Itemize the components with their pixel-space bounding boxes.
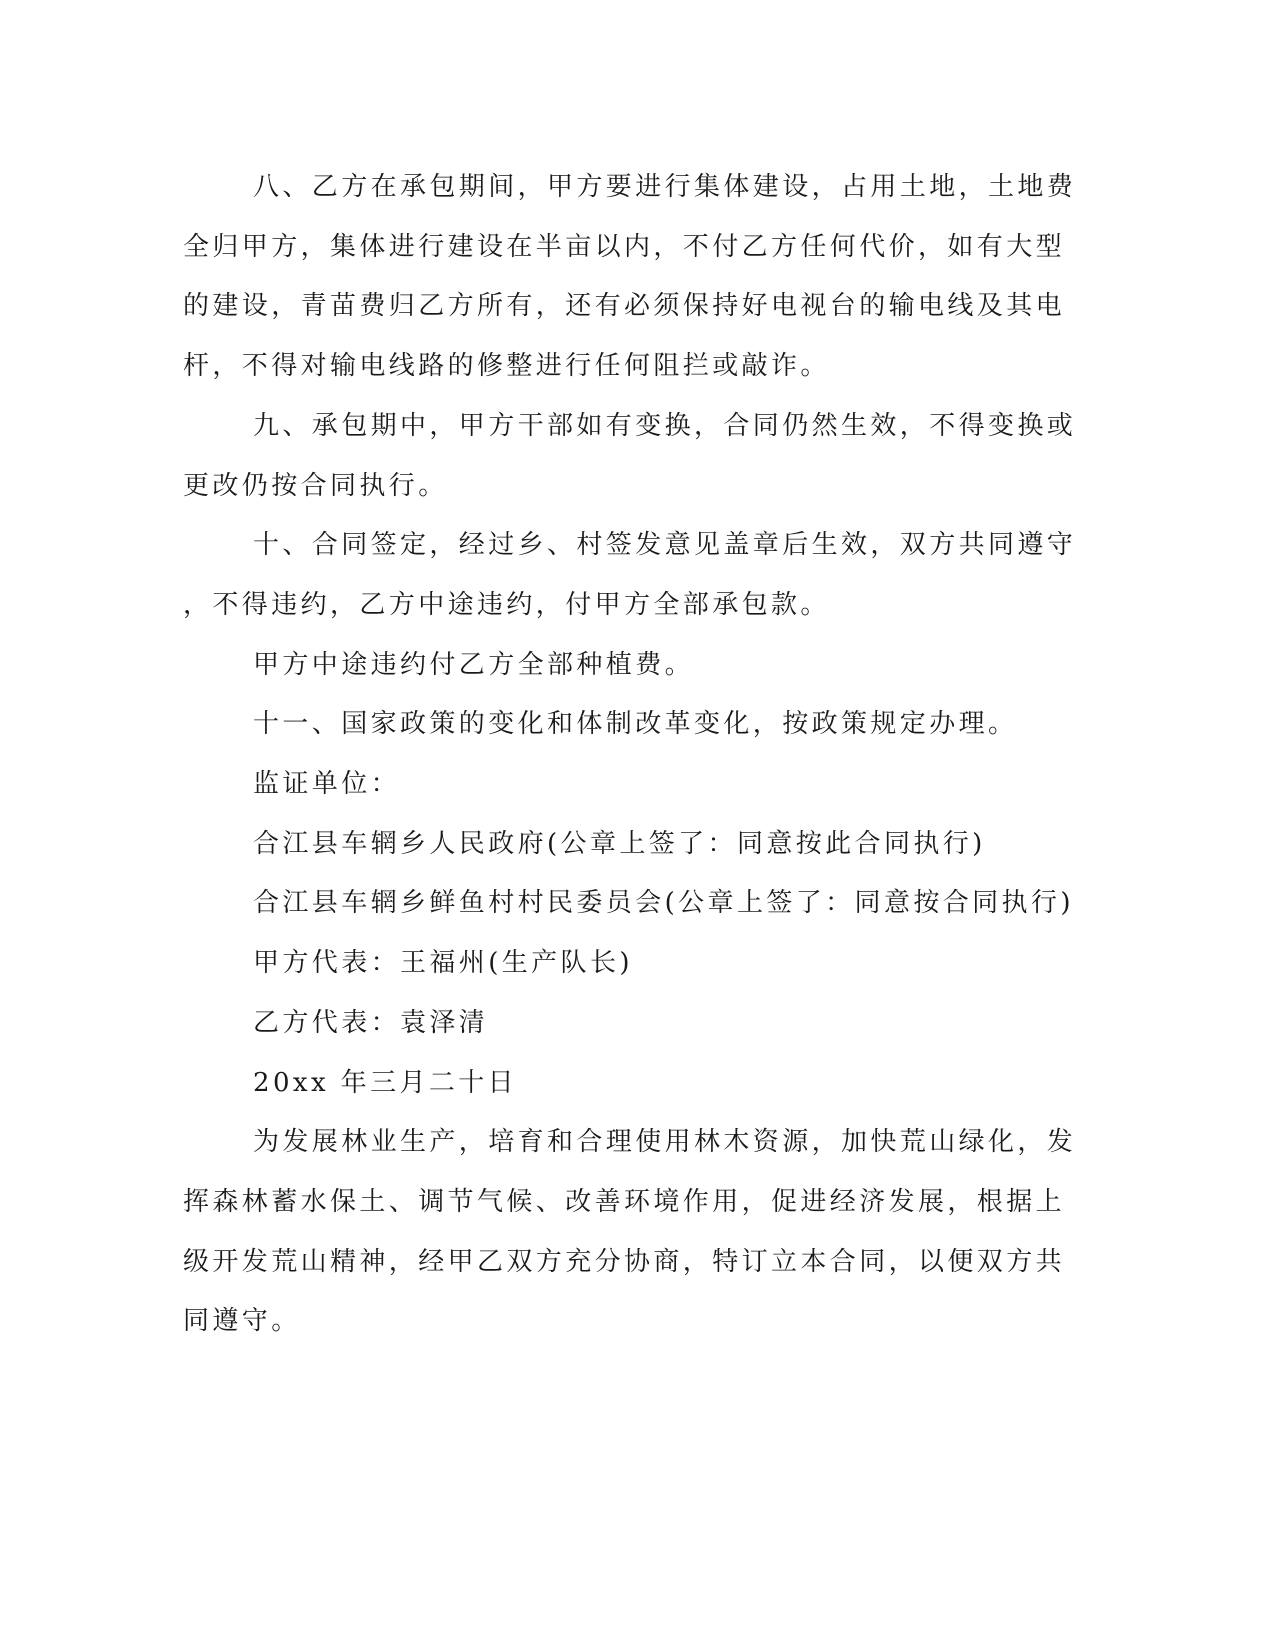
clause-10-line-1: 十、合同签定，经过乡、村签发意见盖章后生效，双方共同遵守 <box>253 530 1077 561</box>
witness-heading: 监证单位： <box>253 769 401 800</box>
clause-8-line-1: 八、乙方在承包期间，甲方要进行集体建设，占用土地，土地费 <box>253 172 1077 202</box>
clause-9-line-2: 更改仍按合同执行。 <box>183 470 448 501</box>
clause-11: 十一、国家政策的变化和体制改革变化，按政策规定办理。 <box>253 709 1018 740</box>
clause-8-line-2: 全归甲方，集体进行建设在半亩以内，不付乙方任何代价，如有大型 <box>183 231 1066 262</box>
party-a-representative: 甲方代表：王福州(生产队长) <box>253 948 633 979</box>
clause-8-line-3: 的建设，青苗费归乙方所有，还有必须保持好电视台的输电线及其电 <box>183 291 1066 322</box>
clause-8-line-4: 杆，不得对输电线路的修整进行任何阻拦或敲诈。 <box>183 351 830 382</box>
document-body <box>183 158 1077 1352</box>
signing-date: 20xx 年三月二十日 <box>253 1067 518 1098</box>
clause-10-line-2: ，不得违约，乙方中途违约，付甲方全部承包款。 <box>183 589 830 620</box>
witness-township-government: 合江县车辋乡人民政府(公章上签了：同意按此合同执行) <box>253 828 986 859</box>
witness-village-committee: 合江县车辋乡鲜鱼村村民委员会(公章上签了：同意按合同执行) <box>253 888 1074 919</box>
preamble-line-4: 同遵守。 <box>183 1306 301 1337</box>
preamble-line-2: 挥森林蓄水保土、调节气候、改善环境作用，促进经济发展，根据上 <box>183 1186 1066 1217</box>
clause-9-line-1: 九、承包期中，甲方干部如有变换，合同仍然生效，不得变换或 <box>253 410 1077 441</box>
clause-10-line-3: 甲方中途违约付乙方全部种植费。 <box>253 649 695 680</box>
preamble-line-1: 为发展林业生产，培育和合理使用林木资源，加快荒山绿化，发 <box>253 1127 1077 1158</box>
party-b-representative: 乙方代表：袁泽清 <box>253 1007 489 1038</box>
preamble-line-3: 级开发荒山精神，经甲乙双方充分协商，特订立本合同，以便双方共 <box>183 1246 1066 1277</box>
